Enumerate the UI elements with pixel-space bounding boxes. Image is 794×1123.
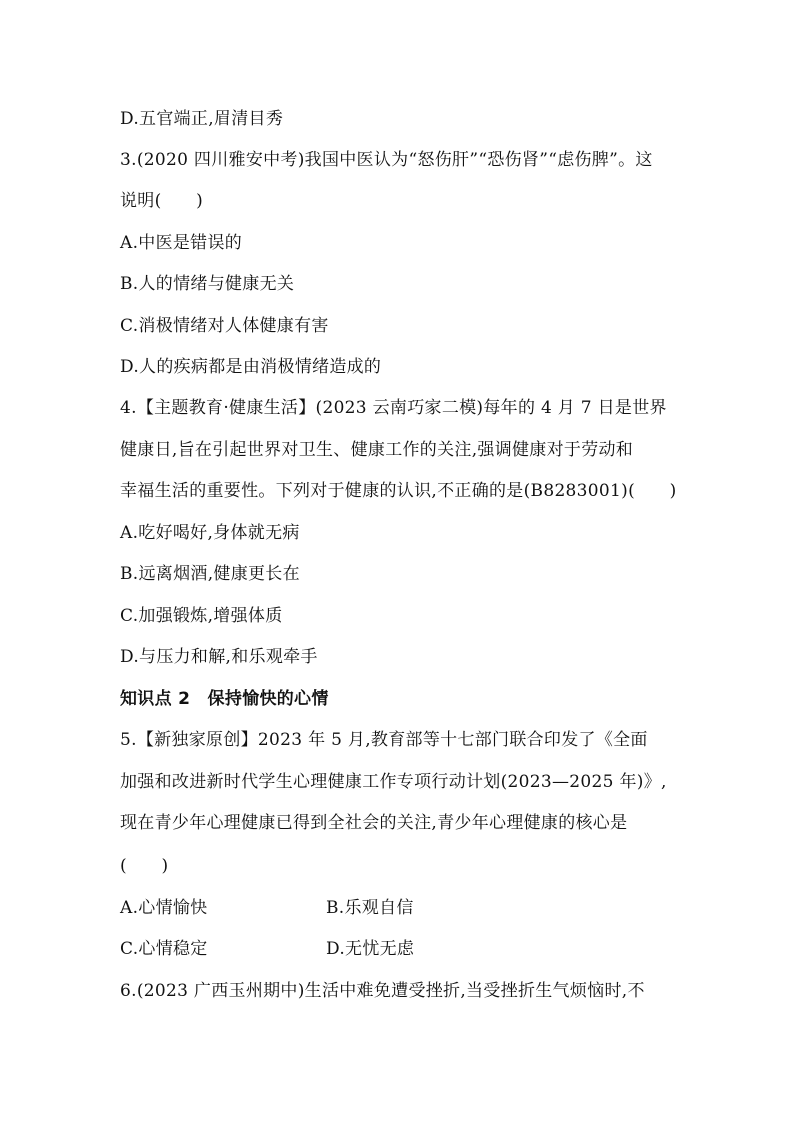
q4-option-d: D.与压力和解,和乐观牵手 xyxy=(120,647,318,667)
q4-option-c: C.加强锻炼,增强体质 xyxy=(120,606,283,626)
q3-stem-line-2: 说明( ) xyxy=(120,191,204,211)
section-heading: 知识点 2 保持愉快的心情 xyxy=(120,689,329,709)
q5-option-c: C.心情稳定 xyxy=(120,939,208,959)
q3-option-c: C.消极情绪对人体健康有害 xyxy=(120,316,329,336)
q3-option-d: D.人的疾病都是由消极情绪造成的 xyxy=(120,357,382,377)
q4-stem-line-2: 健康日,旨在引起世界对卫生、健康工作的关注,强调健康对于劳动和 xyxy=(120,440,634,460)
q3-option-b: B.人的情绪与健康无关 xyxy=(120,274,295,294)
q6-stem-line-1: 6.(2023 广西玉州期中)生活中难免遭受挫折,当受挫折生气烦恼时,不 xyxy=(120,981,645,1001)
q4-option-b: B.远离烟酒,健康更长在 xyxy=(120,564,300,584)
q5-option-d: D.无忧无虑 xyxy=(326,939,415,959)
q5-option-a: A.心情愉快 xyxy=(120,898,208,918)
q4-stem-line-1: 4.【主题教育·健康生活】(2023 云南巧家二模)每年的 4 月 7 日是世界 xyxy=(120,398,667,418)
q5-stem-line-4: ( ) xyxy=(120,856,169,876)
q5-option-b: B.乐观自信 xyxy=(326,898,414,918)
q5-stem-line-3: 现在青少年心理健康已得到全社会的关注,青少年心理健康的核心是 xyxy=(120,813,628,833)
q5-stem-line-2: 加强和改进新时代学生心理健康工作专项行动计划(2023—2025 年)》, xyxy=(120,772,667,792)
q3-stem-line-1: 3.(2020 四川雅安中考)我国中医认为“怒伤肝”“恐伤肾”“虑伤脾”。这 xyxy=(120,150,653,170)
q4-stem-line-3: 幸福生活的重要性。下列对于健康的认识,不正确的是(B8283001)( ) xyxy=(120,481,677,501)
q4-option-a: A.吃好喝好,身体就无病 xyxy=(120,523,300,543)
q3-option-a: A.中医是错误的 xyxy=(120,233,243,253)
q2-option-d: D.五官端正,眉清目秀 xyxy=(120,109,284,129)
q5-stem-line-1: 5.【新独家原创】2023 年 5 月,教育部等十七部门联合印发了《全面 xyxy=(120,730,648,750)
